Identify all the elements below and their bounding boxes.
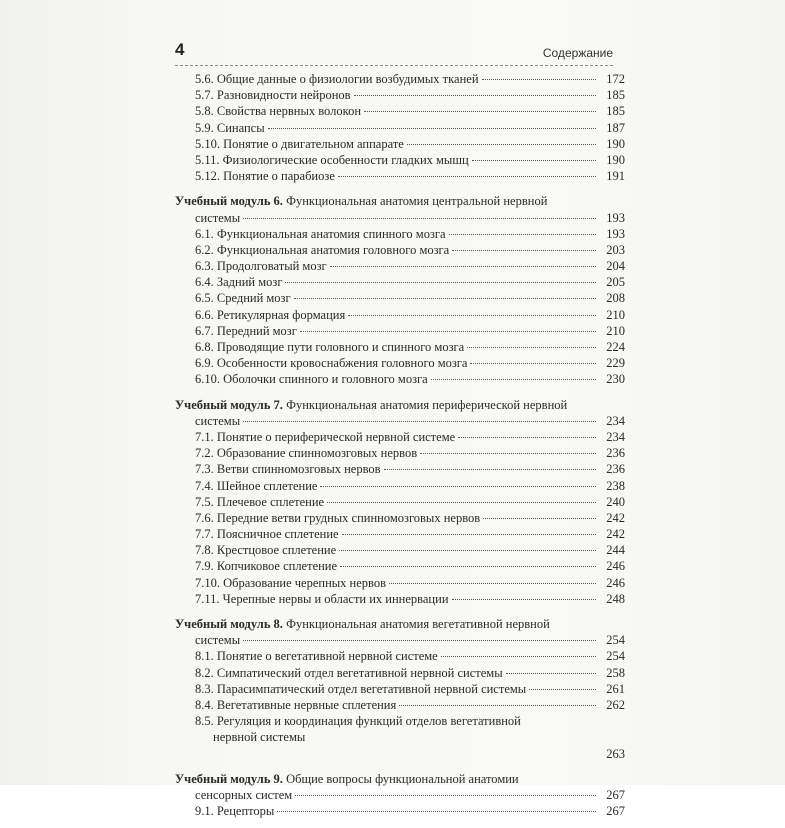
page-header xyxy=(175,40,613,64)
toc-entry-line1[interactable]: 8.5. Регуляция и координация функций отделов вегетативной xyxy=(195,714,521,729)
dot-leader xyxy=(389,583,596,584)
page-ref: 234 xyxy=(606,413,625,428)
toc-entry-line2: нервной системы xyxy=(213,730,306,745)
page-ref: 236 xyxy=(606,462,625,477)
running-head: Содержание xyxy=(542,46,613,60)
toc-entry[interactable] xyxy=(175,210,625,226)
page-ref: 172 xyxy=(606,72,625,86)
toc-entry-label: 5.8. Свойства нервных волокон xyxy=(195,104,362,119)
header-divider xyxy=(175,65,613,66)
module-title-line2: системы xyxy=(195,210,241,225)
dot-leader xyxy=(338,176,596,177)
page-ref: 244 xyxy=(606,543,625,558)
page-ref: 236 xyxy=(606,446,625,461)
page-ref: 190 xyxy=(606,152,625,167)
dot-leader xyxy=(483,518,596,519)
page-ref: 234 xyxy=(606,429,625,444)
page-ref: 191 xyxy=(606,169,625,184)
module-title-line2: сенсорных систем xyxy=(195,787,293,802)
dot-leader xyxy=(384,469,596,470)
toc-entry[interactable] xyxy=(175,729,625,745)
toc-entry-label: 7.4. Шейное сплетение xyxy=(195,478,318,493)
dot-leader xyxy=(452,250,596,251)
page-ref: 230 xyxy=(606,372,625,387)
toc-entry[interactable] xyxy=(175,575,625,591)
toc-entry[interactable] xyxy=(175,136,625,152)
page-number: 4 xyxy=(175,40,185,59)
toc-entry-label: 7.1. Понятие о периферической нервной системе xyxy=(195,429,456,444)
toc-entry-label: 7.6. Передние ветви грудных спинномозговых нервов xyxy=(195,510,481,525)
toc-entry[interactable] xyxy=(175,371,625,387)
page-ref: 267 xyxy=(606,787,625,802)
dot-leader xyxy=(472,160,596,161)
toc-entry-label: 8.2. Симпатический отдел вегетативной нервной системы xyxy=(195,665,503,680)
dot-leader xyxy=(285,282,596,283)
toc-entry[interactable] xyxy=(175,697,625,713)
toc-entry[interactable] xyxy=(175,665,625,681)
toc-entry[interactable] xyxy=(175,681,625,697)
page-ref: 205 xyxy=(606,275,625,290)
toc-entry-label: 5.12. Понятие о парабиозе xyxy=(195,169,335,184)
dot-leader xyxy=(431,379,596,380)
page-ref: 224 xyxy=(606,340,625,355)
dot-leader xyxy=(330,266,596,267)
dot-leader xyxy=(420,453,596,454)
toc-entry-label: 6.3. Продолговатый мозг xyxy=(195,259,327,274)
dot-leader xyxy=(339,550,596,551)
page-ref: 193 xyxy=(606,210,625,225)
toc-entry[interactable] xyxy=(175,258,625,274)
dot-leader xyxy=(327,502,596,503)
toc-entry[interactable] xyxy=(175,242,625,258)
toc-entry[interactable] xyxy=(175,558,625,574)
dot-leader xyxy=(243,421,596,422)
toc-entry[interactable] xyxy=(175,478,625,494)
module-title-line1: Функциональная анатомия центральной нервной xyxy=(286,194,548,209)
toc-entry-label: 6.10. Оболочки спинного и головного мозга xyxy=(195,372,428,387)
dot-leader xyxy=(243,640,596,641)
toc-entry[interactable] xyxy=(175,413,625,429)
module-title-line1: Функциональная анатомия вегетативной нервной xyxy=(286,617,550,632)
toc-entry[interactable] xyxy=(175,307,625,323)
module-title-line2: системы xyxy=(195,413,241,428)
page-ref: 248 xyxy=(606,591,625,606)
toc-entry-label: 5.7. Разновидности нейронов xyxy=(195,88,351,103)
toc-entry[interactable] xyxy=(175,648,625,664)
dot-leader xyxy=(452,599,596,600)
toc-entry-page-line[interactable] xyxy=(175,746,625,762)
page-ref: 262 xyxy=(606,697,625,712)
page-ref: 261 xyxy=(606,681,625,696)
module-title-line2: системы xyxy=(195,633,241,648)
toc-entry[interactable] xyxy=(175,323,625,339)
dot-leader xyxy=(407,144,596,145)
dot-leader xyxy=(348,315,596,316)
toc-entry[interactable] xyxy=(175,274,625,290)
toc-entry[interactable] xyxy=(175,168,625,184)
table-of-contents xyxy=(175,71,625,828)
page-ref: 208 xyxy=(606,291,625,306)
toc-entry-label: 7.9. Копчиковое сплетение xyxy=(195,559,338,574)
module-prefix: Учебный модуль 7. xyxy=(175,397,283,412)
toc-entry[interactable] xyxy=(175,445,625,461)
page-ref: 240 xyxy=(606,494,625,509)
toc-entry-label: 6.2. Функциональная анатомия головного мозга xyxy=(195,242,450,257)
toc-entry-label: 6.4. Задний мозг xyxy=(195,275,283,290)
dot-leader xyxy=(300,331,596,332)
toc-entry-label: 6.8. Проводящие пути головного и спинного мозга xyxy=(195,340,465,355)
toc-entry-label: 6.1. Функциональная анатомия спинного мозга xyxy=(195,226,446,241)
toc-entry-label: 7.3. Ветви спинномозговых нервов xyxy=(195,462,381,477)
toc-entry[interactable] xyxy=(175,632,625,648)
page-ref: 242 xyxy=(606,510,625,525)
toc-entry[interactable] xyxy=(175,510,625,526)
module-title xyxy=(175,397,625,413)
dot-leader xyxy=(354,95,596,96)
toc-section-module-5 xyxy=(175,71,625,184)
dot-leader xyxy=(470,363,596,364)
page-ref: 263 xyxy=(606,746,625,761)
toc-entry[interactable] xyxy=(175,87,625,103)
toc-entry[interactable] xyxy=(175,591,625,607)
dot-leader xyxy=(399,705,596,706)
dot-leader xyxy=(482,79,596,80)
toc-section-module-7 xyxy=(175,397,625,607)
dot-leader xyxy=(342,534,596,535)
toc-section-module-8 xyxy=(175,616,625,762)
module-title xyxy=(175,616,625,632)
toc-section-module-6 xyxy=(175,193,625,387)
toc-entry[interactable] xyxy=(175,71,625,87)
toc-entry-label: 8.1. Понятие о вегетативной нервной системе xyxy=(195,649,438,664)
dot-leader xyxy=(243,218,596,219)
module-title-line1: Общие вопросы функциональной анатомии xyxy=(286,771,519,786)
toc-entry[interactable] xyxy=(175,461,625,477)
toc-entry[interactable] xyxy=(175,120,625,136)
dot-leader xyxy=(458,437,596,438)
module-prefix: Учебный модуль 8. xyxy=(175,617,283,632)
toc-entry[interactable] xyxy=(175,290,625,306)
page-ref: 229 xyxy=(606,356,625,371)
dot-leader xyxy=(277,811,596,812)
module-title xyxy=(175,193,625,209)
dot-leader xyxy=(449,234,596,235)
dot-leader xyxy=(340,566,596,567)
dot-leader xyxy=(529,689,596,690)
toc-entry-label: 7.5. Плечевое сплетение xyxy=(195,494,325,509)
toc-entry[interactable] xyxy=(175,494,625,510)
module-title-line1: Функциональная анатомия периферической нервной xyxy=(286,397,568,412)
page-ref: 254 xyxy=(606,633,625,648)
dot-leader xyxy=(467,347,596,348)
toc-entry-label: 7.10. Образование черепных нервов xyxy=(195,575,387,590)
dot-leader xyxy=(441,656,596,657)
page-ref: 203 xyxy=(606,242,625,257)
page-ref: 204 xyxy=(606,259,625,274)
page-ref: 238 xyxy=(606,478,625,493)
toc-entry[interactable] xyxy=(175,355,625,371)
page-ref: 190 xyxy=(606,136,625,151)
page-ref: 258 xyxy=(606,665,625,680)
toc-entry-label: 5.6. Общие данные о физиологии возбудимых тканей xyxy=(195,72,479,86)
toc-entry-label: 8.4. Вегетативные нервные сплетения xyxy=(195,697,397,712)
toc-entry-label: 9.1. Рецепторы xyxy=(195,804,275,819)
toc-entry-label: 5.9. Синапсы xyxy=(195,120,265,135)
page-ref: 210 xyxy=(606,307,625,322)
toc-entry[interactable] xyxy=(175,542,625,558)
toc-entry-label: 6.6. Ретикулярная формация xyxy=(195,307,346,322)
module-prefix: Учебный модуль 6. xyxy=(175,194,283,209)
page-ref: 254 xyxy=(606,649,625,664)
page-ref: 246 xyxy=(606,559,625,574)
toc-entry-label: 5.11. Физиологические особенности гладких мышц xyxy=(195,152,469,167)
page-ref: 267 xyxy=(606,804,625,819)
toc-entry[interactable] xyxy=(175,526,625,542)
page-ref: 185 xyxy=(606,88,625,103)
dot-leader xyxy=(294,298,596,299)
module-prefix: Учебный модуль 9. xyxy=(175,771,283,786)
toc-entry-label: 6.5. Средний мозг xyxy=(195,291,291,306)
toc-entry[interactable] xyxy=(175,429,625,445)
dot-leader xyxy=(268,128,596,129)
toc-entry[interactable] xyxy=(175,787,625,803)
toc-entry-label: 6.9. Особенности кровоснабжения головного мозга xyxy=(195,356,468,371)
toc-section-module-9 xyxy=(175,771,625,820)
toc-entry-label: 5.10. Понятие о двигательном аппарате xyxy=(195,136,404,151)
page-ref: 187 xyxy=(606,120,625,135)
toc-entry[interactable] xyxy=(175,152,625,168)
page-ref: 185 xyxy=(606,104,625,119)
toc-entry[interactable] xyxy=(175,803,625,819)
toc-entry[interactable] xyxy=(175,226,625,242)
page-ref: 246 xyxy=(606,575,625,590)
toc-entry-label: 7.2. Образование спинномозговых нервов xyxy=(195,446,418,461)
toc-entry-label: 7.7. Поясничное сплетение xyxy=(195,527,339,542)
dot-leader xyxy=(364,111,596,112)
page-ref: 193 xyxy=(606,226,625,241)
toc-entry[interactable] xyxy=(175,339,625,355)
dot-leader xyxy=(295,795,596,796)
toc-entry-label: 6.7. Передний мозг xyxy=(195,323,297,338)
toc-entry-label: 8.3. Парасимпатический отдел вегетативной нервной системы xyxy=(195,681,527,696)
page-ref: 242 xyxy=(606,527,625,542)
dot-leader xyxy=(506,673,596,674)
toc-entry-label: 7.11. Черепные нервы и области их иннервации xyxy=(195,591,449,606)
page-ref: 210 xyxy=(606,323,625,338)
dot-leader xyxy=(320,486,596,487)
toc-entry-label: 7.8. Крестцовое сплетение xyxy=(195,543,337,558)
toc-entry[interactable] xyxy=(175,103,625,119)
